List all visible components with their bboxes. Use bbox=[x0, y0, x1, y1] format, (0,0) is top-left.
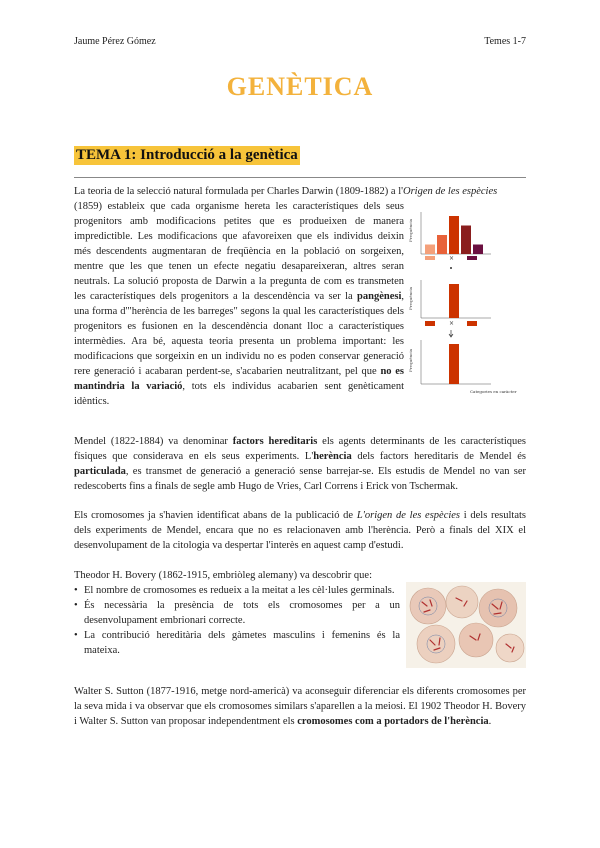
p1-wrap bbox=[74, 199, 404, 409]
section-divider bbox=[74, 177, 526, 178]
section-title: TEMA 1: Introducció a la genètica bbox=[76, 147, 298, 163]
list-item: • La contribució hereditària dels gàmetes masculins i femenins és la mateixa. bbox=[74, 628, 400, 658]
p2-herencia: herència bbox=[313, 451, 352, 462]
chart-bar bbox=[449, 284, 459, 318]
p5-text-2: . bbox=[488, 716, 492, 727]
parent-marker-dark bbox=[467, 256, 477, 260]
header-author: Jaume Pérez Gómez bbox=[74, 36, 156, 47]
figure-ylabel-1: Frequència bbox=[408, 218, 413, 242]
header-topics: Temes 1-7 bbox=[484, 36, 526, 47]
p5-text-1: Walter S. Sutton (1877-1916, metge nord-americà) va aconseguir diferenciar els diferents cromosomes per la seva mida i va observar que els cromosomes similars s'aparellen a la meiosi. El 1902 Theodor H. Bovery i Walter S. Sutton van proposar independentment els bbox=[74, 686, 526, 727]
p1-variation: no es mantindria la variació bbox=[74, 366, 404, 392]
chart-bar bbox=[425, 245, 435, 255]
list-item: • És necessària la presència de tots els cromosomes per a un desenvolupament embrionari correcte. bbox=[74, 598, 400, 628]
arrow-dot-1 bbox=[450, 267, 452, 269]
p5-chromosome-theory: cromosomes com a portadors de l'herència bbox=[297, 716, 489, 727]
chart-bar bbox=[449, 216, 459, 254]
paragraph-sutton bbox=[74, 684, 526, 729]
chart-bar bbox=[473, 245, 483, 255]
p2-text-4: , es transmet de generació a generació sense barrejar-se. Els estudis de Mendel no van ser redescoberts fins a finals de segle amb Hugo de Vries, Carl Correns i Erick von Tschermak. bbox=[74, 466, 526, 492]
p1-text-3: (1859) estableix que cada organisme hereta les característiques dels seus progenitors amb modificacions petites que es produeixen de manera impredictible. Les modificacions que afavoreixen que els individus deixin més descendents augmentaran de freqüència en la població on sorgeixen, mentre que les que tenen un efecte negatiu desapareixeran, altres seran neutrals. La solució proposta de Darwin a la pregunta de com es transmeten les característiques dels progenitors a la descendència va ser la bbox=[74, 201, 404, 302]
list-item: • El nombre de cromosomes es redueix a la meitat a les cèl·lules germinals. bbox=[74, 583, 400, 598]
parent-marker-red-1 bbox=[425, 321, 435, 326]
p1-text-1: La teoria de la selecció natural formulada per Charles Darwin (1809-1882) a l' bbox=[74, 186, 404, 197]
p3-text-2: i dels resultats dels experiments de Mendel, encara que no es relacionaven amb l'herència. Però a finals del XIX el desenvolupament de la citologia va despertar l'interès en aquest camp d'estudi. bbox=[74, 510, 527, 551]
p4-intro: Theodor H. Bovery (1862-1915, embriòleg alemany) va descobrir que: bbox=[74, 570, 372, 581]
p1-text-4: , una forma d'"herència de les barreges" segons la qual les característiques dels progenitors es fusionen en la descendència donant lloc a característiques intermèdies. Ara bé, aquesta teoria presenta un problema important: les modificacions que sorgeixin en un individu no es poden conservar generació rere generació i acabaran perdent-se, s'acabarien neutralitzant, pel que bbox=[74, 291, 404, 377]
p3-text-1: Els cromosomes ja s'havien identificat abans de la publicació de bbox=[74, 510, 357, 521]
p1-pangenesi: pangènesi bbox=[357, 291, 402, 302]
page-title: GENÈTICA bbox=[226, 72, 374, 101]
figure-xlabel: Categories en caràcter bbox=[470, 389, 517, 394]
p2-text-2: els agents determinants de les característiques físiques que considerava en els seus experiments. L' bbox=[74, 436, 526, 462]
p2-factors: factors hereditaris bbox=[232, 436, 318, 447]
inheritance-figure bbox=[405, 206, 525, 402]
parent-marker-red-2 bbox=[467, 321, 477, 326]
p2-particulada: particulada bbox=[74, 466, 126, 477]
arrow-down-icon bbox=[449, 330, 453, 337]
parent-marker-light bbox=[425, 256, 435, 260]
p2-text-1: Mendel (1822-1884) va denominar bbox=[74, 436, 233, 447]
chart-bar bbox=[461, 226, 471, 255]
figure-ylabel-2: Frequència bbox=[408, 286, 413, 310]
p1-text-5: , tots els individus acabarien sent genèticament idèntics. bbox=[74, 381, 404, 407]
bovery-list bbox=[74, 583, 400, 658]
cross-symbol-1: × bbox=[449, 255, 455, 262]
paragraph-chromosomes bbox=[74, 508, 526, 553]
cross-symbol-2: × bbox=[449, 320, 455, 327]
p1-book-title: Origen de les espècies bbox=[403, 186, 498, 197]
chart-bar bbox=[437, 235, 447, 254]
chart-bar bbox=[449, 344, 459, 384]
p2-text-3: dels factors hereditaris de Mendel és bbox=[351, 451, 526, 462]
p3-book-title: L'origen de les espècies bbox=[356, 510, 461, 521]
paragraph-mendel bbox=[74, 434, 526, 494]
figure-ylabel-3: Frequència bbox=[408, 348, 413, 372]
cell-division-illustration bbox=[406, 582, 526, 668]
